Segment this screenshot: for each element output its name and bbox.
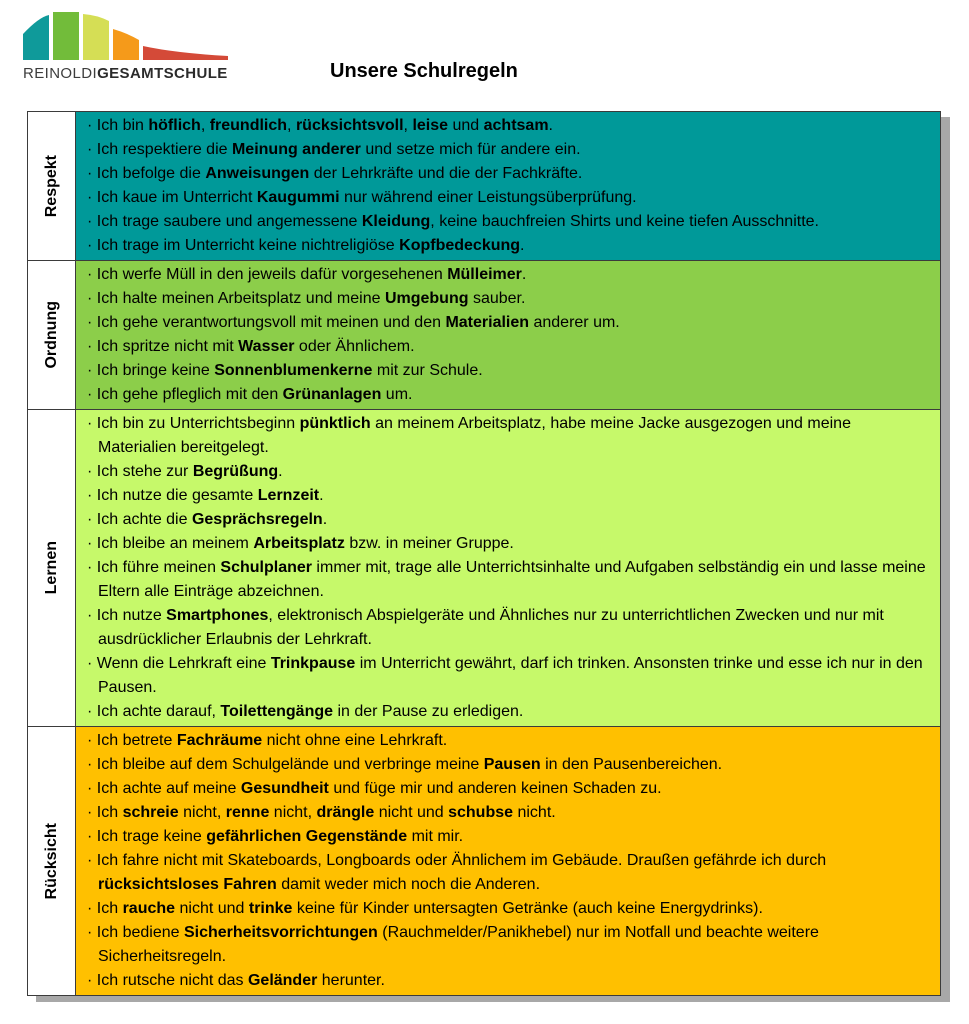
bullet-icon: ·: [87, 559, 97, 576]
rule-text: immer mit, trage alle Unterrichtsinhalte und Aufgaben selbständig ein und lasse meine Eltern alle Einträge abzeichnen.: [98, 559, 926, 600]
rule-text-bold: Smartphones: [166, 607, 269, 624]
rule-text-bold: schreie: [122, 804, 179, 821]
rule-item: [81, 825, 932, 849]
rule-item: [81, 921, 932, 969]
rule-text-bold: Geländer: [247, 972, 318, 989]
bullet-icon: ·: [87, 900, 97, 917]
rule-text: Ich achte darauf,: [96, 703, 221, 720]
rule-text: , keine bauchfreien Shirts und keine tiefen Ausschnitte.: [430, 213, 819, 230]
bullet-icon: ·: [87, 290, 97, 307]
rule-text: Ich betrete: [96, 732, 177, 749]
rule-text: Ich gehe pfleglich mit den: [96, 386, 283, 403]
rule-text: Ich nutze die gesamte: [96, 487, 258, 504]
school-logo-graphic-icon: [23, 10, 228, 60]
rule-text: Ich bringe keine: [96, 362, 215, 379]
rule-text-bold: Sicherheitsvorrichtungen: [183, 924, 378, 941]
rule-text-bold: Materialien: [445, 314, 530, 331]
rule-item: [81, 186, 932, 210]
bullet-icon: ·: [87, 655, 97, 672]
rule-text: Ich werfe Müll in den jeweils dafür vorgesehenen: [96, 266, 448, 283]
rule-text: Ich achte die: [96, 511, 192, 528]
rule-text: Wenn die Lehrkraft eine: [96, 655, 271, 672]
bullet-icon: ·: [87, 804, 97, 821]
rule-text: Ich kaue im Unterricht: [96, 189, 257, 206]
rule-text: Ich fahre nicht mit Skateboards, Longboards oder Ähnlichem im Gebäude. Draußen gefährde ich durch: [96, 852, 827, 869]
logo-bar-teal: [23, 15, 49, 60]
section-label: Ordnung: [42, 301, 60, 369]
rule-text-bold: Schulplaner: [220, 559, 312, 576]
rule-item: [81, 263, 932, 287]
rule-text-bold: Arbeitsplatz: [253, 535, 345, 552]
rule-text: nur während einer Leistungsüberprüfung.: [339, 189, 637, 206]
bullet-icon: ·: [87, 165, 97, 182]
rule-text: Ich stehe zur: [96, 463, 193, 480]
rule-item: [81, 460, 932, 484]
rule-text: ,: [403, 117, 413, 134]
rule-item: [81, 556, 932, 604]
section-label: Lernen: [42, 541, 60, 595]
rule-text-bold: rauche: [122, 900, 176, 917]
bullet-icon: ·: [87, 535, 97, 552]
rule-text: und setze mich für andere ein.: [360, 141, 581, 158]
bullet-icon: ·: [87, 213, 97, 230]
rule-item: [81, 604, 932, 652]
rule-text: und: [448, 117, 484, 134]
rule-text: Ich: [96, 804, 123, 821]
rule-text: sauber.: [468, 290, 526, 307]
rule-text: nicht und: [175, 900, 249, 917]
rules-table: [27, 111, 941, 996]
rule-item: [81, 162, 932, 186]
rule-item: [81, 335, 932, 359]
rule-text: Ich respektiere die: [96, 141, 232, 158]
logo-bar-yellowgreen: [83, 14, 109, 60]
rule-text: herunter.: [317, 972, 385, 989]
bullet-icon: ·: [87, 511, 97, 528]
rule-text-bold: freundlich: [209, 117, 288, 134]
rule-text: Ich bleibe auf dem Schulgelände und verbringe meine: [96, 756, 484, 773]
rule-text: Ich bin zu Unterrichtsbeginn: [96, 415, 300, 432]
rule-item: [81, 652, 932, 700]
rule-text-bold: Fachräume: [176, 732, 263, 749]
rule-text-bold: Kaugummi: [256, 189, 340, 206]
section-rules: [76, 727, 940, 995]
rule-item: [81, 210, 932, 234]
section-rules: [76, 112, 940, 260]
rule-text-bold: trinke: [248, 900, 293, 917]
bullet-icon: ·: [87, 780, 97, 797]
rule-item: [81, 849, 932, 897]
rule-text: Ich befolge die: [96, 165, 206, 182]
rule-item: [81, 753, 932, 777]
school-logo: [23, 10, 233, 82]
rule-text: nicht und: [374, 804, 449, 821]
rule-text-bold: Anweisungen: [205, 165, 310, 182]
rule-item: [81, 777, 932, 801]
rule-text: in den Pausenbereichen.: [540, 756, 723, 773]
rule-text: Ich trage saubere und angemessene: [96, 213, 362, 230]
bullet-icon: ·: [87, 463, 97, 480]
bullet-icon: ·: [87, 487, 97, 504]
rule-text: Ich achte auf meine: [96, 780, 241, 797]
rule-text-bold: Umgebung: [384, 290, 469, 307]
bullet-icon: ·: [87, 732, 97, 749]
rule-text: mit zur Schule.: [372, 362, 483, 379]
rule-text: Ich trage keine: [96, 828, 207, 845]
bullet-icon: ·: [87, 386, 97, 403]
rule-text: der Lehrkräfte und die der Fachkräfte.: [309, 165, 583, 182]
rule-text: um.: [381, 386, 413, 403]
bullet-icon: ·: [87, 607, 97, 624]
rule-text: und füge mir und anderen keinen Schaden zu.: [328, 780, 662, 797]
rule-text: Ich spritze nicht mit: [96, 338, 239, 355]
rule-item: [81, 287, 932, 311]
section-label-cell: [28, 410, 76, 726]
section-label-cell: [28, 112, 76, 260]
rule-text: Ich gehe verantwortungsvoll mit meinen und den: [96, 314, 446, 331]
rule-text: .: [319, 487, 324, 504]
bullet-icon: ·: [87, 972, 97, 989]
page-title: Unsere Schulregeln: [330, 60, 518, 82]
rule-text-bold: höflich: [148, 117, 201, 134]
rule-text: Ich bleibe an meinem: [96, 535, 254, 552]
rule-text-bold: Kopfbedeckung: [399, 237, 521, 254]
rule-text: damit weder mich noch die Anderen.: [276, 876, 541, 893]
rule-text-bold: leise: [412, 117, 449, 134]
rule-text: Ich rutsche nicht das: [96, 972, 248, 989]
rule-text-bold: Grünanlagen: [282, 386, 382, 403]
rule-text-bold: achtsam: [483, 117, 549, 134]
rule-item: [81, 114, 932, 138]
rule-item: [81, 138, 932, 162]
section-row-lernen: [28, 409, 940, 726]
section-label-cell: [28, 727, 76, 995]
rule-text-bold: Gesprächsregeln: [191, 511, 323, 528]
rule-text-bold: renne: [225, 804, 270, 821]
rule-text: Ich halte meinen Arbeitsplatz und meine: [96, 290, 385, 307]
rule-text: .: [520, 237, 525, 254]
rule-item: [81, 484, 932, 508]
rule-text: Ich bediene: [96, 924, 184, 941]
rule-text: mit mir.: [407, 828, 464, 845]
rule-text-bold: rücksichtsloses Fahren: [98, 876, 277, 893]
bullet-icon: ·: [87, 266, 97, 283]
rule-item: [81, 508, 932, 532]
bullet-icon: ·: [87, 924, 97, 941]
bullet-icon: ·: [87, 141, 97, 158]
rule-text-bold: Sonnenblumenkerne: [214, 362, 373, 379]
bullet-icon: ·: [87, 237, 97, 254]
rule-text-bold: gefährlichen Gegenstände: [206, 828, 408, 845]
rule-text: .: [278, 463, 283, 480]
rule-text: im Unterricht gewährt, darf ich trinken. Ansonsten trinke und esse ich nur in den Pausen.: [98, 655, 923, 696]
section-label: Respekt: [42, 154, 60, 218]
rule-text: Ich nutze: [96, 607, 167, 624]
rule-text-bold: Lernzeit: [257, 487, 320, 504]
bullet-icon: ·: [87, 756, 97, 773]
school-name: [23, 65, 233, 82]
rule-text-bold: Mülleimer: [447, 266, 522, 283]
rule-item: [81, 729, 932, 753]
rule-text: (Rauchmelder/Panikhebel) nur im Notfall und beachte weitere Sicherheitsregeln.: [98, 924, 819, 965]
section-row-respekt: [28, 112, 940, 260]
rule-item: [81, 801, 932, 825]
rule-text-bold: Toilettengänge: [220, 703, 334, 720]
bullet-icon: ·: [87, 314, 97, 331]
rule-item: [81, 412, 932, 460]
bullet-icon: ·: [87, 852, 97, 869]
rule-text: nicht.: [513, 804, 556, 821]
rule-text: in der Pause zu erledigen.: [333, 703, 524, 720]
rule-text-bold: Kleidung: [361, 213, 431, 230]
logo-bar-orange: [113, 29, 139, 60]
rule-text: Ich trage im Unterricht keine nichtreligiöse: [96, 237, 400, 254]
rule-text-bold: pünktlich: [299, 415, 371, 432]
section-row-rcksicht: [28, 726, 940, 995]
bullet-icon: ·: [87, 828, 97, 845]
rule-text-bold: Wasser: [238, 338, 295, 355]
rule-text: ,: [200, 117, 210, 134]
bullet-icon: ·: [87, 189, 97, 206]
section-rules: [76, 410, 940, 726]
rule-text: nicht ohne eine Lehrkraft.: [262, 732, 448, 749]
rule-item: [81, 969, 932, 993]
rule-item: [81, 359, 932, 383]
bullet-icon: ·: [87, 362, 97, 379]
logo-bar-green: [53, 12, 79, 60]
rule-text: bzw. in meiner Gruppe.: [344, 535, 514, 552]
rule-item: [81, 532, 932, 556]
bullet-icon: ·: [87, 415, 97, 432]
rule-text-bold: Gesundheit: [240, 780, 329, 797]
rule-text: .: [322, 511, 328, 528]
rule-text-bold: schubse: [448, 804, 514, 821]
rule-text: anderer um.: [529, 314, 620, 331]
rule-text-bold: drängle: [316, 804, 375, 821]
rule-text-bold: Trinkpause: [270, 655, 356, 672]
rule-text-bold: Meinung anderer: [231, 141, 361, 158]
section-row-ordnung: [28, 260, 940, 409]
rule-text-bold: Pausen: [483, 756, 541, 773]
rule-text: ,: [287, 117, 296, 134]
header: [0, 0, 969, 110]
rule-item: [81, 700, 932, 724]
school-name-bold: GESAMTSCHULE: [97, 65, 228, 82]
rules-table-body: [28, 112, 940, 995]
rule-text: an meinem Arbeitsplatz, habe meine Jacke ausgezogen und meine Materialien bereitgelegt.: [98, 415, 851, 456]
rule-text: .: [521, 266, 527, 283]
rule-text: oder Ähnlichem.: [294, 338, 415, 355]
rule-text-bold: Begrüßung: [192, 463, 279, 480]
section-label-cell: [28, 261, 76, 409]
rule-text: , elektronisch Abspielgeräte und Ähnliches nur zu unterrichtlichen Zwecken und nur mit ausdrücklicher Erlaubnis der Lehrkraft.: [98, 607, 884, 648]
logo-bar-red: [143, 46, 228, 60]
section-label: Rücksicht: [42, 822, 60, 900]
bullet-icon: ·: [87, 703, 97, 720]
school-name-regular: REINOLDI: [23, 65, 98, 82]
rule-item: [81, 234, 932, 258]
section-rules: [76, 261, 940, 409]
rule-text: nicht,: [178, 804, 226, 821]
rule-text-bold: rücksichtsvoll: [295, 117, 404, 134]
rule-text: Ich führe meinen: [96, 559, 221, 576]
rule-text: keine für Kinder untersagten Getränke (auch keine Energydrinks).: [292, 900, 763, 917]
rule-item: [81, 311, 932, 335]
rule-text: nicht,: [269, 804, 317, 821]
rule-item: [81, 383, 932, 407]
rule-text: .: [548, 117, 553, 134]
bullet-icon: ·: [87, 338, 97, 355]
rule-text: Ich bin: [96, 117, 149, 134]
rule-item: [81, 897, 932, 921]
rule-text: Ich: [96, 900, 123, 917]
bullet-icon: ·: [87, 117, 97, 134]
